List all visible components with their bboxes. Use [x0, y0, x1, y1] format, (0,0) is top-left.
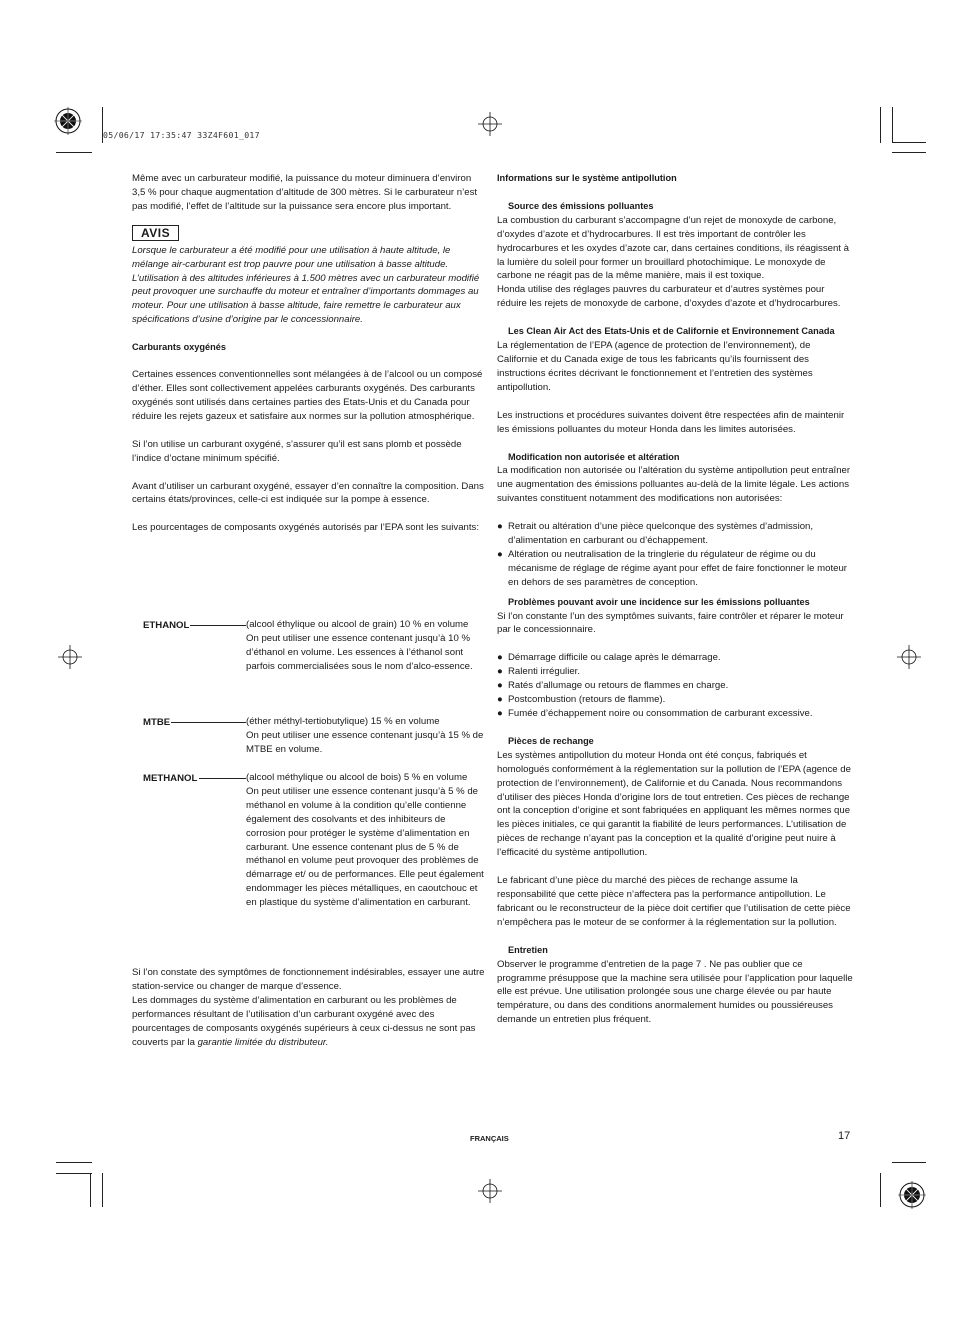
crosshair-icon [897, 645, 921, 669]
crop-mark [56, 1173, 92, 1174]
crop-mark [892, 107, 893, 143]
list-item: ● Retrait ou altération d’une pièce quelconque des systèmes d’admission, d’alimentation en carburant ou d’échappement. [497, 521, 814, 547]
paragraph-clean-1: La réglementation de l’EPA (agence de protection de l’environnement), de Californie et du Canada exige de tous les fabricants qu’ils fournissent des instructions écrites décrivant le fonctionnement et l’entretien des systèmes antipollution. [497, 340, 813, 393]
paragraph-final-2-text: Les dommages du système d’alimentation en carburant ou les problèmes de performances résultant de l’utilisation d’un carburant oxygéné avec des pourcentages de composants oxygénés supérieurs à ceux ci-dessus ne sont pas couverts par la [132, 994, 476, 1048]
fuel-name: ETHANOL [143, 619, 190, 631]
page-number: 17 [838, 1130, 851, 1142]
paragraph-oxy-2: Si l’on utilise un carburant oxygéné, s’assurer qu’il est sans plomb et possède l’indice d’octane minimum spécifié. [132, 438, 462, 464]
crop-mark [880, 107, 881, 143]
left-column-footer-text [132, 966, 486, 1049]
crop-mark [892, 152, 926, 153]
fuel-line: (alcool méthylique ou alcool de bois) 5 % en volume [246, 772, 468, 783]
warranty-reference: garantie limitée du distributeur. [197, 1036, 329, 1048]
crop-mark [892, 1162, 926, 1163]
list-item: ● Ralenti irrégulier. [497, 666, 580, 678]
subheading-problems: Problèmes pouvant avoir une incidence sur les émissions polluantes [508, 596, 810, 607]
avis-box [132, 224, 179, 242]
crosshair-icon [58, 645, 82, 669]
fuel-description: On peut utiliser une essence contenant jusqu’à 15 % de MTBE en volume. [246, 729, 484, 755]
crop-mark [892, 142, 926, 143]
list-item: ● Postcombustion (retours de flamme). [497, 694, 666, 706]
paragraph-parts-2: Le fabricant d’une pièce du marché des pièces de rechange assume la responsabilité que cette pièce n’affectera pas la performance antipollution. Le fabricant ou le reconstructeur de la pièce doit certifier que l’utilisation de cette pièce n’empêchera pas le moteur de se conformer à la réglementation sur la pollution. [497, 875, 851, 928]
paragraph-oxy-4: Les pourcentages de composants oxygénés autorisés par l’EPA sont les suivants: [132, 522, 479, 534]
right-column [497, 172, 853, 1027]
fuel-name: MTBE [143, 716, 171, 728]
paragraph-final-1: Si l’on constate des symptômes de fonctionnement indésirables, essayer une autre station-service ou changer de marque d’essence. [132, 967, 485, 992]
heading-emission-system: Informations sur le système antipollution [497, 173, 677, 183]
crosshair-icon [478, 1179, 502, 1203]
crop-mark [56, 1162, 92, 1163]
paragraph-source-1: La combustion du carburant s’accompagne d’un rejet de monoxyde de carbone, d’oxydes d’azote et d’hydrocarbures. Il est très important de contrôler les hydrocarbures et les oxydes d’azote car, dans certaines conditions, ils réagissent à la lumière du soleil pour former un brouillard photochimique. Le monoxyde de carbone ne réagit pas de la même manière, mais il est toxique. [497, 214, 849, 282]
fuel-line: (éther méthyl-tertiobutylique) 15 % en volume [246, 716, 440, 727]
paragraph-maintenance: Observer le programme d’entretien de la page 7 . Ne pas oublier que ce programme présuppose que la machine sera utilisée pour l’application pour laquelle elle est prévue. Une utilisation prolongée sous une charge élevée ou par haute température, ou dans des conditions anormalement humides ou poussiéreuses demande un entretien plus fréquent. [497, 958, 853, 1026]
paragraph-parts-1: Les systèmes antipollution du moteur Honda ont été conçus, fabriqués et homologués conformément à la réglementation sur la pollution de l’EPA (agence de protection de l’environnement), de Californie et du Canada. Nous recommandons d’utiliser des pièces Honda d’origine lors de tout entretien. Ces pièces de rechange ont la conception d’origine et sont fabriquées en appliquant les mêmes normes que les pièces initiales, ce qui garantit la fiabilité de leurs performances. L’utilisation de pièces de rechange n’ayant pas la conception et la qualité d’origine peut nuire à l’efficacité du système antipollution. [497, 749, 851, 859]
paragraph-oxy-1: Certaines essences conventionnelles sont mélangées à de l’alcool ou un composé d’éther. Elles sont collectivement appelées carburants oxygénés. Des carburants oxygénés sont utilisés dans certaines parties des Etats-Unis et du Canada pour réduire les rejets gazeux et satisfaire aux normes sur la pollution atmosphérique. [132, 369, 483, 422]
footer-language: FRANÇAIS [470, 1134, 509, 1143]
paragraph-source-2: Honda utilise des réglages pauvres du carburateur et d’autres systèmes pour réduire les rejets de monoxyde de carbone, d’oxydes d’azote et d’hydrocarbures. [497, 284, 841, 310]
fuel-definition-mtbe [143, 715, 487, 757]
heading-oxygenated-fuels: Carburants oxygénés [132, 342, 226, 353]
list-item: ● Démarrage difficile ou calage après le démarrage. [497, 652, 721, 664]
crop-mark [880, 1173, 881, 1207]
problems-list [497, 651, 853, 721]
paragraph-final-2 [132, 994, 486, 1050]
fuel-name: METHANOL [143, 772, 198, 784]
fuel-definition-methanol [143, 771, 487, 910]
fuel-definition-ethanol [143, 618, 487, 674]
registration-target-icon [898, 1181, 926, 1209]
fuel-description: On peut utiliser une essence contenant jusqu’à 5 % de méthanol en volume à la condition qu’elle contienne également des cosolvants et des inhibiteurs de corrosion pour protéger le système d’alimentation en carburant. Une essence contenant plus de 5 % de méthanol en volume peut provoquer des problèmes de démarrage et/ ou de performances. Elle peut également endommager les pièces métalliques, en caoutchouc et en plastique du système d’alimentation en carburant. [246, 785, 484, 909]
paragraph-tampering: La modification non autorisée ou l’altération du système antipollution peut entraîner une augmentation des émissions polluantes au-delà de la limite légale. Les actions suivantes constituent notamment des modifications non autorisées: [497, 465, 851, 505]
paragraph-problems: Si l’on constante l’un des symptômes suivants, faire contrôler et réparer le moteur par le concessionnaire. [497, 610, 844, 636]
subheading-replacement-parts: Pièces de rechange [508, 735, 594, 746]
subheading-clean-air-act: Les Clean Air Act des Etats-Unis et de Californie et Environnement Canada [508, 326, 835, 337]
paragraph-clean-2: Les instructions et procédures suivantes doivent être respectées afin de maintenir les émissions polluantes du moteur Honda dans les limites autorisées. [497, 409, 845, 435]
crosshair-icon [478, 112, 502, 136]
avis-label: AVIS [132, 225, 179, 241]
list-item: ● Ratés d’allumage ou retours de flammes en charge. [497, 680, 729, 692]
crop-mark [90, 1173, 91, 1207]
tampering-list [497, 520, 853, 590]
avis-text: Lorsque le carburateur a été modifié pour une utilisation à haute altitude, le mélange air-carburant est trop pauvre pour une utilisation à basse altitude. L’utilisation à des altitudes inférieures à 1.500 mètres avec un carburateur modifié peut provoquer une surchauffe du moteur et entraîner d’importants dommages au moteur. Pour une utilisation à basse altitude, faire remettre le carburateur aux spécifications d’usine d’origine par le concessionnaire. [132, 244, 480, 326]
registration-target-icon [54, 107, 82, 135]
subheading-tampering: Modification non autorisée et altération [508, 451, 680, 462]
crop-mark [56, 152, 92, 153]
subheading-emission-source: Source des émissions polluantes [508, 200, 654, 211]
crop-mark [102, 1173, 103, 1207]
print-stamp: 05/06/17 17:35:47 33Z4F601_017 [103, 130, 260, 140]
left-column [132, 172, 486, 535]
fuel-description: On peut utiliser une essence contenant jusqu’à 10 % d’éthanol en volume. Les essences à l’éthanol sont parfois commercialisées sous le nom d’alco-essence. [246, 632, 473, 672]
fuel-line: (alcool éthylique ou alcool de grain) 10 % en volume [246, 619, 469, 630]
paragraph-oxy-3: Avant d’utiliser un carburant oxygéné, essayer d’en connaître la composition. Dans certains états/provinces, celle-ci est indiquée sur la pompe à essence. [132, 480, 484, 506]
paragraph-altitude: Même avec un carburateur modifié, la puissance du moteur diminuera d’environ 3,5 % pour chaque augmentation d’altitude de 300 mètres. Si le carburateur n’est pas modifié, l’effet de l’altitude sur la puissance sera encore plus important. [132, 173, 478, 212]
list-item: ● Fumée d’échappement noire ou consommation de carburant excessive. [497, 708, 813, 719]
subheading-maintenance: Entretien [508, 944, 548, 955]
list-item: ● Altération ou neutralisation de la tringlerie du régulateur de régime ou du mécanisme de réglage de régime ayant pour effet de faire fonctionner le moteur en dehors de ses paramètres de conception. [497, 548, 847, 588]
